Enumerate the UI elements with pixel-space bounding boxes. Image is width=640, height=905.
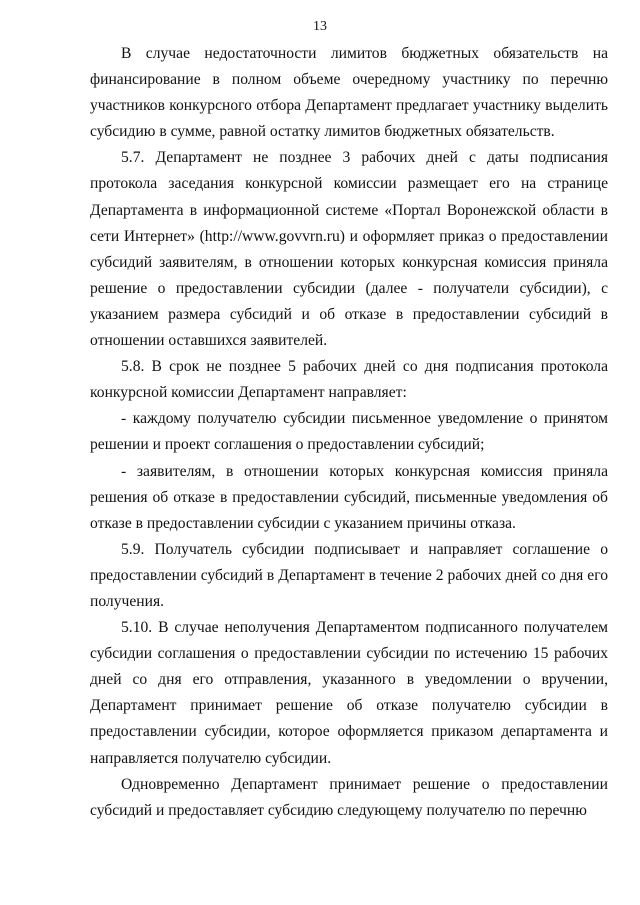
page-number: 13	[313, 19, 327, 34]
paragraph-budget-limits: В случае недостаточности лимитов бюджетных обязательств на финансирование в полном объеме очередному участнику по перечню участников конкурсного отбора Департамент предлагает участнику выделить субсидию в сумме, равной остатку лимитов бюджетных обязательств.	[90, 45, 608, 141]
paragraph-5-10: 5.10. В случае неполучения Департаментом подписанного получателем субсидии соглашения о предоставлении субсидии по истечению 15 рабочих дней со дня его отправления, указанного в уведомлении о вручении, Департамент принимает решение об отказе получателю субсидии в предоставлении субсидии, которое оформляется приказом департамента и направляется получателю субсидии.	[90, 619, 608, 767]
paragraph-5-8: 5.8. В срок не позднее 5 рабочих дней со дня подписания протокола конкурсной комиссии Департамент направляет:	[90, 358, 608, 402]
paragraph-5-7: 5.7. Департамент не позднее 3 рабочих дней с даты подписания протокола заседания конкурсной комиссии размещает его на странице Департамента в информационной системе «Портал Воронежской области в сети Интернет» (http://www.govvrn.ru) и оформляет приказ о предоставлении субсидий заявителям, в отношении которых конкурсная комиссия приняла решение о предоставлении субсидии (далее - получатели субсидии), с указанием размера субсидий и об отказе в предоставлении субсидий в отношении оставшихся заявителей.	[90, 149, 608, 350]
list-item-recipient-notice: - каждому получателю субсидии письменное уведомление о принятом решении и проект соглашения о предоставлении субсидий;	[90, 410, 608, 454]
paragraph-simultaneous-decision: Одновременно Департамент принимает решение о предоставлении субсидий и предоставляет субсидию следующему получателю по перечню	[90, 775, 608, 819]
list-item-refusal-notice: - заявителям, в отношении которых конкурсная комиссия приняла решения об отказе в предоставлении субсидий, письменные уведомления об отказе в предоставлении субсидии с указанием причины отказа.	[90, 462, 608, 532]
document-body	[90, 41, 608, 824]
paragraph-5-9: 5.9. Получатель субсидии подписывает и направляет соглашение о предоставлении субсидий в Департамент в течение 2 рабочих дней со дня его получения.	[90, 540, 608, 610]
